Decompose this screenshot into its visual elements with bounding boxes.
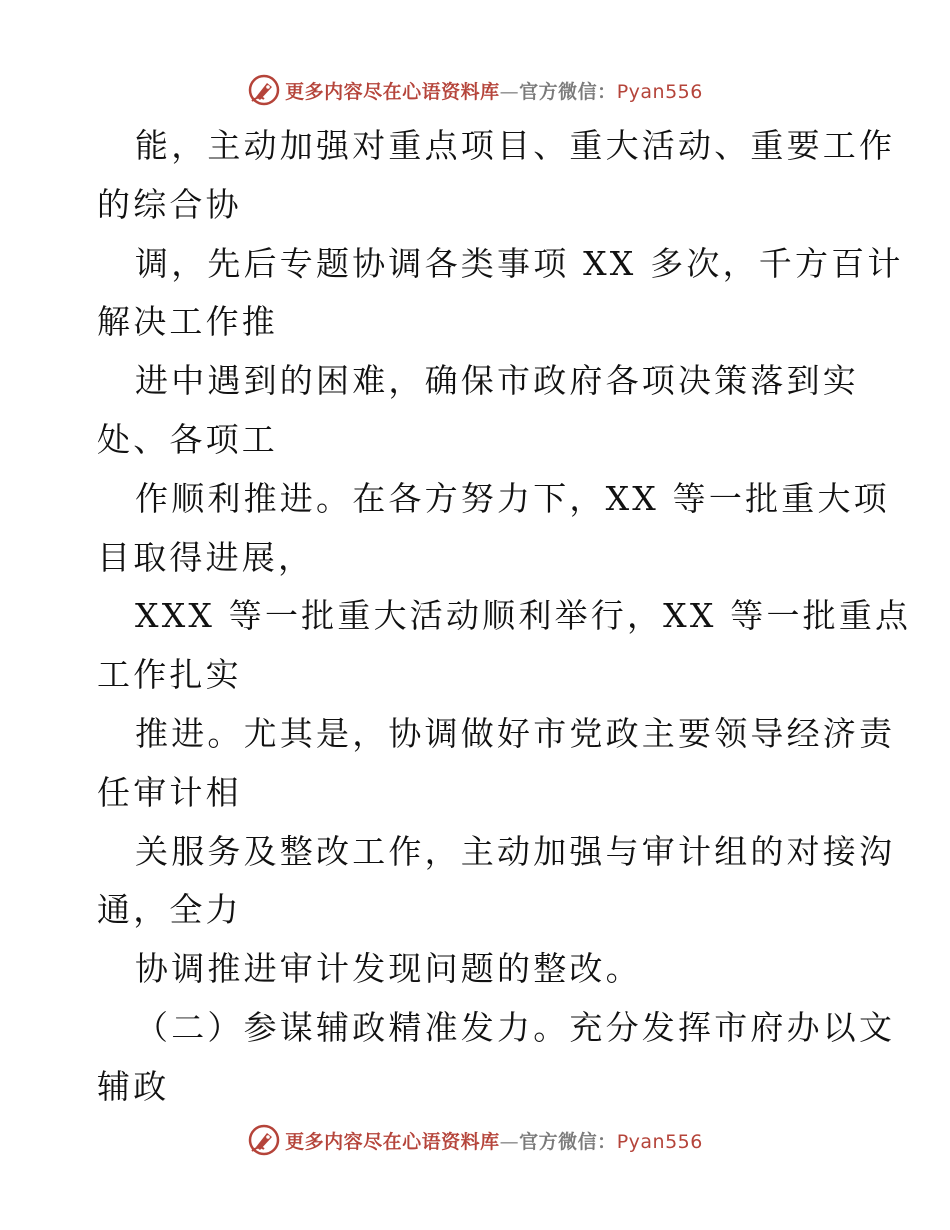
document-line: 能，主动加强对重点项目、重大活动、重要工作 [135, 126, 896, 165]
footer-banner-title: 更多内容尽在心语资料库 [285, 1130, 500, 1153]
header-banner [0, 70, 950, 110]
document-line: 进中遇到的困难，确保市政府各项决策落到实 [135, 361, 859, 401]
document-line: 协调推进审计发现问题的整改。 [135, 949, 642, 989]
pen-nib-logo-icon [247, 1123, 281, 1157]
header-banner-wechat: Pyan556 [616, 80, 703, 103]
document-line: 作顺利推进。在各方努力下，XX 等一批重大项 [135, 478, 890, 518]
header-banner-text [285, 77, 703, 104]
footer-banner-label: 官方微信： [519, 1130, 617, 1153]
document-line: XXX 等一批重大活动顺利举行，XX 等一批重点 [135, 596, 912, 636]
footer-banner-separator: — [499, 1130, 520, 1153]
document-line: 关服务及整改工作，主动加强与审计组的对接沟 [135, 831, 896, 871]
footer-banner-text [285, 1127, 703, 1154]
document-line: 工作扎实 [97, 655, 242, 695]
document-line: 通，全力 [97, 890, 242, 930]
footer-banner-wechat: Pyan556 [616, 1130, 703, 1153]
document-line: 的综合协 [97, 184, 242, 224]
document-line: 任审计相 [97, 772, 242, 812]
footer-banner [0, 1120, 950, 1160]
header-banner-separator: — [499, 80, 520, 103]
document-line: 调，先后专题协调各类事项 XX 多次，千方百计 [135, 243, 904, 283]
document-line: 解决工作推 [97, 302, 278, 342]
document-line: 辅政 [97, 1066, 170, 1106]
document-line: 推进。尤其是，协调做好市党政主要领导经济责 [135, 713, 896, 753]
document-line: 处、各项工 [97, 419, 278, 459]
header-banner-title: 更多内容尽在心语资料库 [285, 80, 500, 103]
document-body [97, 117, 912, 1117]
header-banner-label: 官方微信： [519, 80, 617, 103]
pen-nib-logo-icon [247, 73, 281, 107]
document-line: （二）参谋辅政精准发力。充分发挥市府办以文 [135, 1007, 896, 1047]
document-line: 目取得进展， [97, 537, 315, 577]
